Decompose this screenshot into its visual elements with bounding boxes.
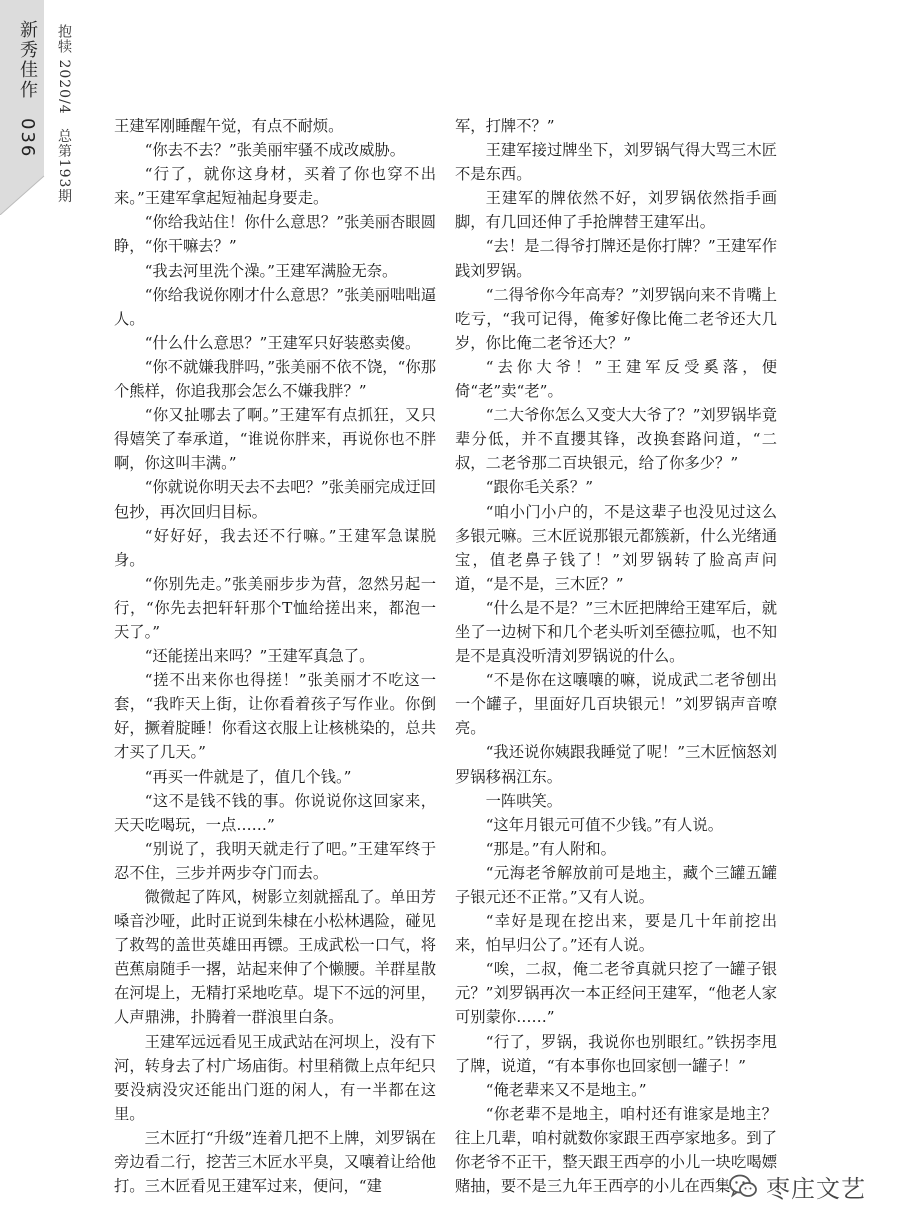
paragraph: “你给我说你刚才什么意思？”张美丽咄咄逼人。 bbox=[114, 285, 436, 328]
paragraph: “咱小门小户的，不是这辈子也没见过这么多银元嘛。三木匠说那银元都簇新，什么光绪通宝，值老鼻子钱了！”刘罗锅转了脸高声问道，“是不是，三木匠？” bbox=[455, 502, 777, 593]
watermark bbox=[728, 1171, 866, 1201]
watermark-text: 枣庄文艺 bbox=[766, 1174, 866, 1203]
paragraph: 三木匠打“升级”连着几把不上牌，刘罗锅在旁边看二行，挖苦三木匠水平臭，又嚷着让给他打。三木匠看见王建军过来，便问，“建 bbox=[114, 1128, 436, 1196]
paragraph: “唉，二叔，俺二老爷真就只挖了一罐子银元？”刘罗锅再次一本正经问王建军，“他老人家可别蒙你……” bbox=[455, 960, 777, 1027]
paragraph: “什么什么意思？”王建军只好装憨卖傻。 bbox=[144, 333, 421, 352]
paragraph: “再买一件就是了，值几个钱。” bbox=[144, 767, 352, 786]
paragraph: “二大爷你怎么又变大大爷了？”刘罗锅毕竟辈分低，并不直攖其锋，改换套路问道，“二叔，二老爷那二百块银元，给了你多少？” bbox=[455, 406, 777, 473]
paragraph: “还能搓出来吗？”王建军真急了。 bbox=[144, 647, 375, 666]
paragraph: 一阵哄笑。 bbox=[485, 791, 563, 810]
paragraph: “你老辈不是地主，咱村还有谁家是地主？往上几辈，咱村就数你家跟王西亭家地多。到了你老爷不正干，整天跟王西亭的小儿一块吃喝嫖赌抽，要不是三九年王西亭的小儿在西集 bbox=[455, 1104, 777, 1196]
paragraph: “去你大爷！”王建军反受奚落，便倚“老”卖“老”。 bbox=[455, 357, 777, 401]
text-column-right bbox=[455, 114, 777, 1198]
section-title-vertical bbox=[10, 20, 40, 158]
paragraph: “不是你在这嚷嚷的嘛，说成武二老爷刨出一个罐子，里面好几百块银元！”刘罗锅声音嘹亮。 bbox=[455, 671, 777, 738]
journal-total-issue: 总第193期 bbox=[56, 128, 72, 204]
paragraph: 王建军刚睡醒午觉，有点不耐烦。 bbox=[114, 117, 344, 135]
paragraph: “元海老爷解放前可是地主，藏个三罐五罐子银元还不正常。”又有人说。 bbox=[455, 863, 777, 906]
paragraph: “搓不出来你也得搓！”张美丽才不吃这一套，“我昨天上街，让你看着孩子写作业。你倒好，撅着腚睡！你看这衣服上让核桃染的，总共才买了几天。” bbox=[114, 671, 436, 762]
paragraph: “你就说你明天去不去吧？”张美丽完成迂回包抄，再次回归目标。 bbox=[114, 478, 436, 521]
paragraph: “你别先走。”张美丽步步为营，忽然另起一行，“你先去把轩轩那个T恤给搓出来，都泡一天了。” bbox=[114, 574, 436, 641]
paragraph: 微微起了阵风，树影立刻就摇乱了。单田芳嗓音沙哑，此时正说到朱棣在小松林遇险，碰见了救驾的盖世英雄田再镖。王成武松一口气，将芭蕉扇随手一撂，站起来伸了个懒腰。羊群星散在河堤上，无精打采地吃草。堤下不远的河里，人声鼎沸，扑腾着一群浪里白条。 bbox=[114, 888, 436, 1027]
paragraph: “你不就嫌我胖吗，”张美丽不依不饶，“你那个熊样，你追我那会怎么不嫌我胖？” bbox=[114, 357, 436, 401]
paragraph: “那是。”有人附和。 bbox=[485, 839, 616, 858]
paragraph: “二得爷你今年高寿？”刘罗锅向来不肯嘴上吃亏，“我可记得，俺爹好像比俺二老爷还大几岁，你比俺二老爷还大？” bbox=[455, 285, 777, 352]
paragraph: “我去河里洗个澡。”王建军满脸无奈。 bbox=[144, 261, 398, 280]
paragraph: “什么是不是？”三木匠把牌给王建军后，就坐了一边树下和几个老头听刘至德拉呱，也不知是不是真没听清刘罗锅说的什么。 bbox=[455, 598, 777, 666]
paragraph: 王建军的牌依然不好，刘罗锅依然指手画脚，有几回还伸了手抢牌替王建军出。 bbox=[455, 189, 777, 232]
journal-issue: 2020/4 bbox=[56, 59, 72, 115]
paragraph: 王建军远远看见王成武站在河坝上，没有下河，转身去了村广场庙街。村里稍微上点年纪只要没病没灾还能出门逛的闲人，有一半都在这里。 bbox=[114, 1032, 436, 1123]
paragraph: “你又扯哪去了啊。”王建军有点抓狂，又只得嬉笑了奉承道，“谁说你胖来，再说你也不胖啊，你这叫丰满。” bbox=[114, 406, 436, 473]
paragraph: “这不是钱不钱的事。你说说你这回家来，天天吃喝玩，一点……” bbox=[114, 791, 436, 834]
paragraph: “幸好是现在挖出来，要是几十年前挖出来，怕早归公了。”还有人说。 bbox=[455, 912, 777, 955]
paragraph: “别说了，我明天就走行了吧。”王建军终于忍不住，三步并两步夺门而去。 bbox=[114, 839, 436, 882]
paragraph: “我还说你姨跟我睡觉了呢！”三木匠恼怒刘罗锅移祸江东。 bbox=[455, 743, 777, 786]
page-number: 036 bbox=[17, 118, 38, 159]
wechat-icon bbox=[728, 1173, 758, 1199]
paragraph: 军，打牌不？” bbox=[455, 117, 555, 135]
paragraph: “你给我站住！你什么意思？”张美丽杏眼圆睁，“你干嘛去？” bbox=[114, 213, 436, 256]
section-title: 新秀佳作 bbox=[17, 20, 38, 100]
text-column-left bbox=[114, 114, 436, 1198]
paragraph: 王建军接过牌坐下，刘罗锅气得大骂三木匠不是东西。 bbox=[455, 141, 777, 184]
paragraph: “好好好，我去还不行嘛。”王建军急谋脱身。 bbox=[114, 526, 436, 569]
paragraph: “俺老辈来又不是地主。” bbox=[485, 1080, 647, 1099]
paragraph: “跟你毛关系？” bbox=[485, 478, 594, 497]
paragraph: “行了，就你这身材，买着了你也穿不出来。”王建军拿起短袖起身要走。 bbox=[114, 165, 436, 208]
paragraph: “行了，罗锅，我说你也别眼红。”铁拐李甩了牌，说道，“有本事你也回家刨一罐子！” bbox=[455, 1032, 777, 1075]
paragraph: “你去不去？”张美丽牢骚不成改威胁。 bbox=[144, 141, 405, 160]
paragraph: “这年月银元可值不少钱。”有人说。 bbox=[485, 815, 724, 834]
paragraph: “去！是二得爷打牌还是你打牌？”王建军作践刘罗锅。 bbox=[455, 237, 777, 280]
journal-info-vertical bbox=[52, 24, 74, 203]
journal-name: 抱犊 bbox=[56, 24, 72, 54]
